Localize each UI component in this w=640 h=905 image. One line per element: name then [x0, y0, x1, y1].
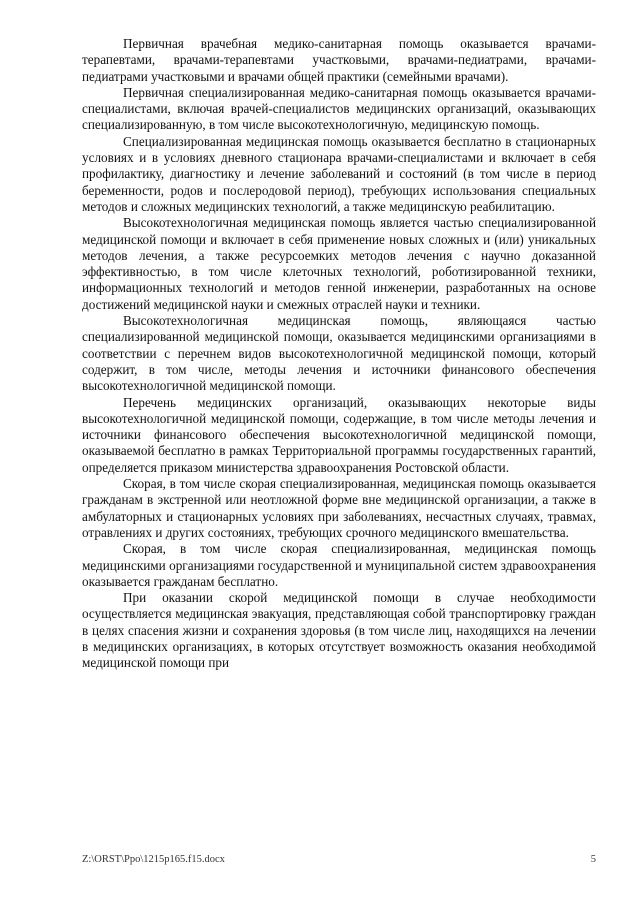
document-body [82, 36, 596, 672]
footer-file-path: Z:\ORST\Ppo\1215p165.f15.docx [82, 854, 225, 865]
footer-page-number: 5 [590, 854, 596, 865]
paragraph-specialized-care: Специализированная медицинская помощь оказывается бесплатно в стационарных условиях и в условиях дневного стационара врачами-специалистами и включает в себя профилактику, диагностику и лечение заболеваний и состояний (в том числе в период беременности, родов и послеродовой период), требующих использования специальных методов и сложных медицинских технологий, а также медицинскую реабилитацию. [82, 133, 596, 214]
paragraph-emergency-care-free: Скорая, в том числе скорая специализированная, медицинская помощь медицинскими организациями государственной и муниципальной систем здравоохранения оказывается гражданам бесплатно. [82, 541, 596, 589]
page-footer [82, 854, 596, 868]
paragraph-primary-specialized-care: Первичная специализированная медико-санитарная помощь оказывается врачами-специалистами, включая врачей-специалистов медицинских организаций, оказывающих специализированную, в том числе высокотехнологичную, медицинскую помощь. [82, 84, 596, 133]
paragraph-high-tech-care-definition: Высокотехнологичная медицинская помощь является частью специализированной медицинской помощи и включает в себя применение новых сложных и (или) уникальных методов лечения, а также ресурсоемких методов лечения с научно доказанной эффективностью, в том числе клеточных технологий, роботизированной техники, информационных технологий и методов генной инженерии, разработанных на основе достижений медицинской науки и смежных отраслей науки и техники. [82, 215, 596, 312]
paragraph-high-tech-care-providers: Высокотехнологичная медицинская помощь, являющаяся частью специализированной медицинской помощи, оказывается медицинскими организациями в соответствии с перечнем видов высокотехнологичной медицинской помощи, который содержит, в том числе, методы лечения и источники финансового обеспечения высокотехнологичной медицинской помощи. [82, 313, 596, 394]
paragraph-medical-evacuation: При оказании скорой медицинской помощи в случае необходимости осуществляется медицинская эвакуация, представляющая собой транспортировку граждан в целях спасения жизни и сохранения здоровья (в том числе лиц, находящихся на лечении в медицинских организациях, в которых отсутствует возможность оказания необходимой медицинской помощи при [82, 590, 596, 671]
paragraph-primary-care: Первичная врачебная медико-санитарная помощь оказывается врачами-терапевтами, врачами-терапевтами участковыми, врачами-педиатрами, врачами-педиатрами участковыми и врачами общей практики (семейными врачами). [82, 36, 596, 84]
paragraph-emergency-care: Скорая, в том числе скорая специализированная, медицинская помощь оказывается гражданам в экстренной или неотложной форме вне медицинской организации, а также в амбулаторных и стационарных условиях при заболеваниях, несчастных случаях, травмах, отравлениях и других состояниях, требующих срочного медицинского вмешательства. [82, 476, 596, 540]
paragraph-organizations-list: Перечень медицинских организаций, оказывающих некоторые виды высокотехнологичной медицинской помощи, содержащие, в том числе методы лечения и источники финансового обеспечения высокотехнологичной медицинской помощи, оказываемой бесплатно в рамках Территориальной программы государственных гарантий, определяется приказом министерства здравоохранения Ростовской области. [82, 394, 596, 475]
